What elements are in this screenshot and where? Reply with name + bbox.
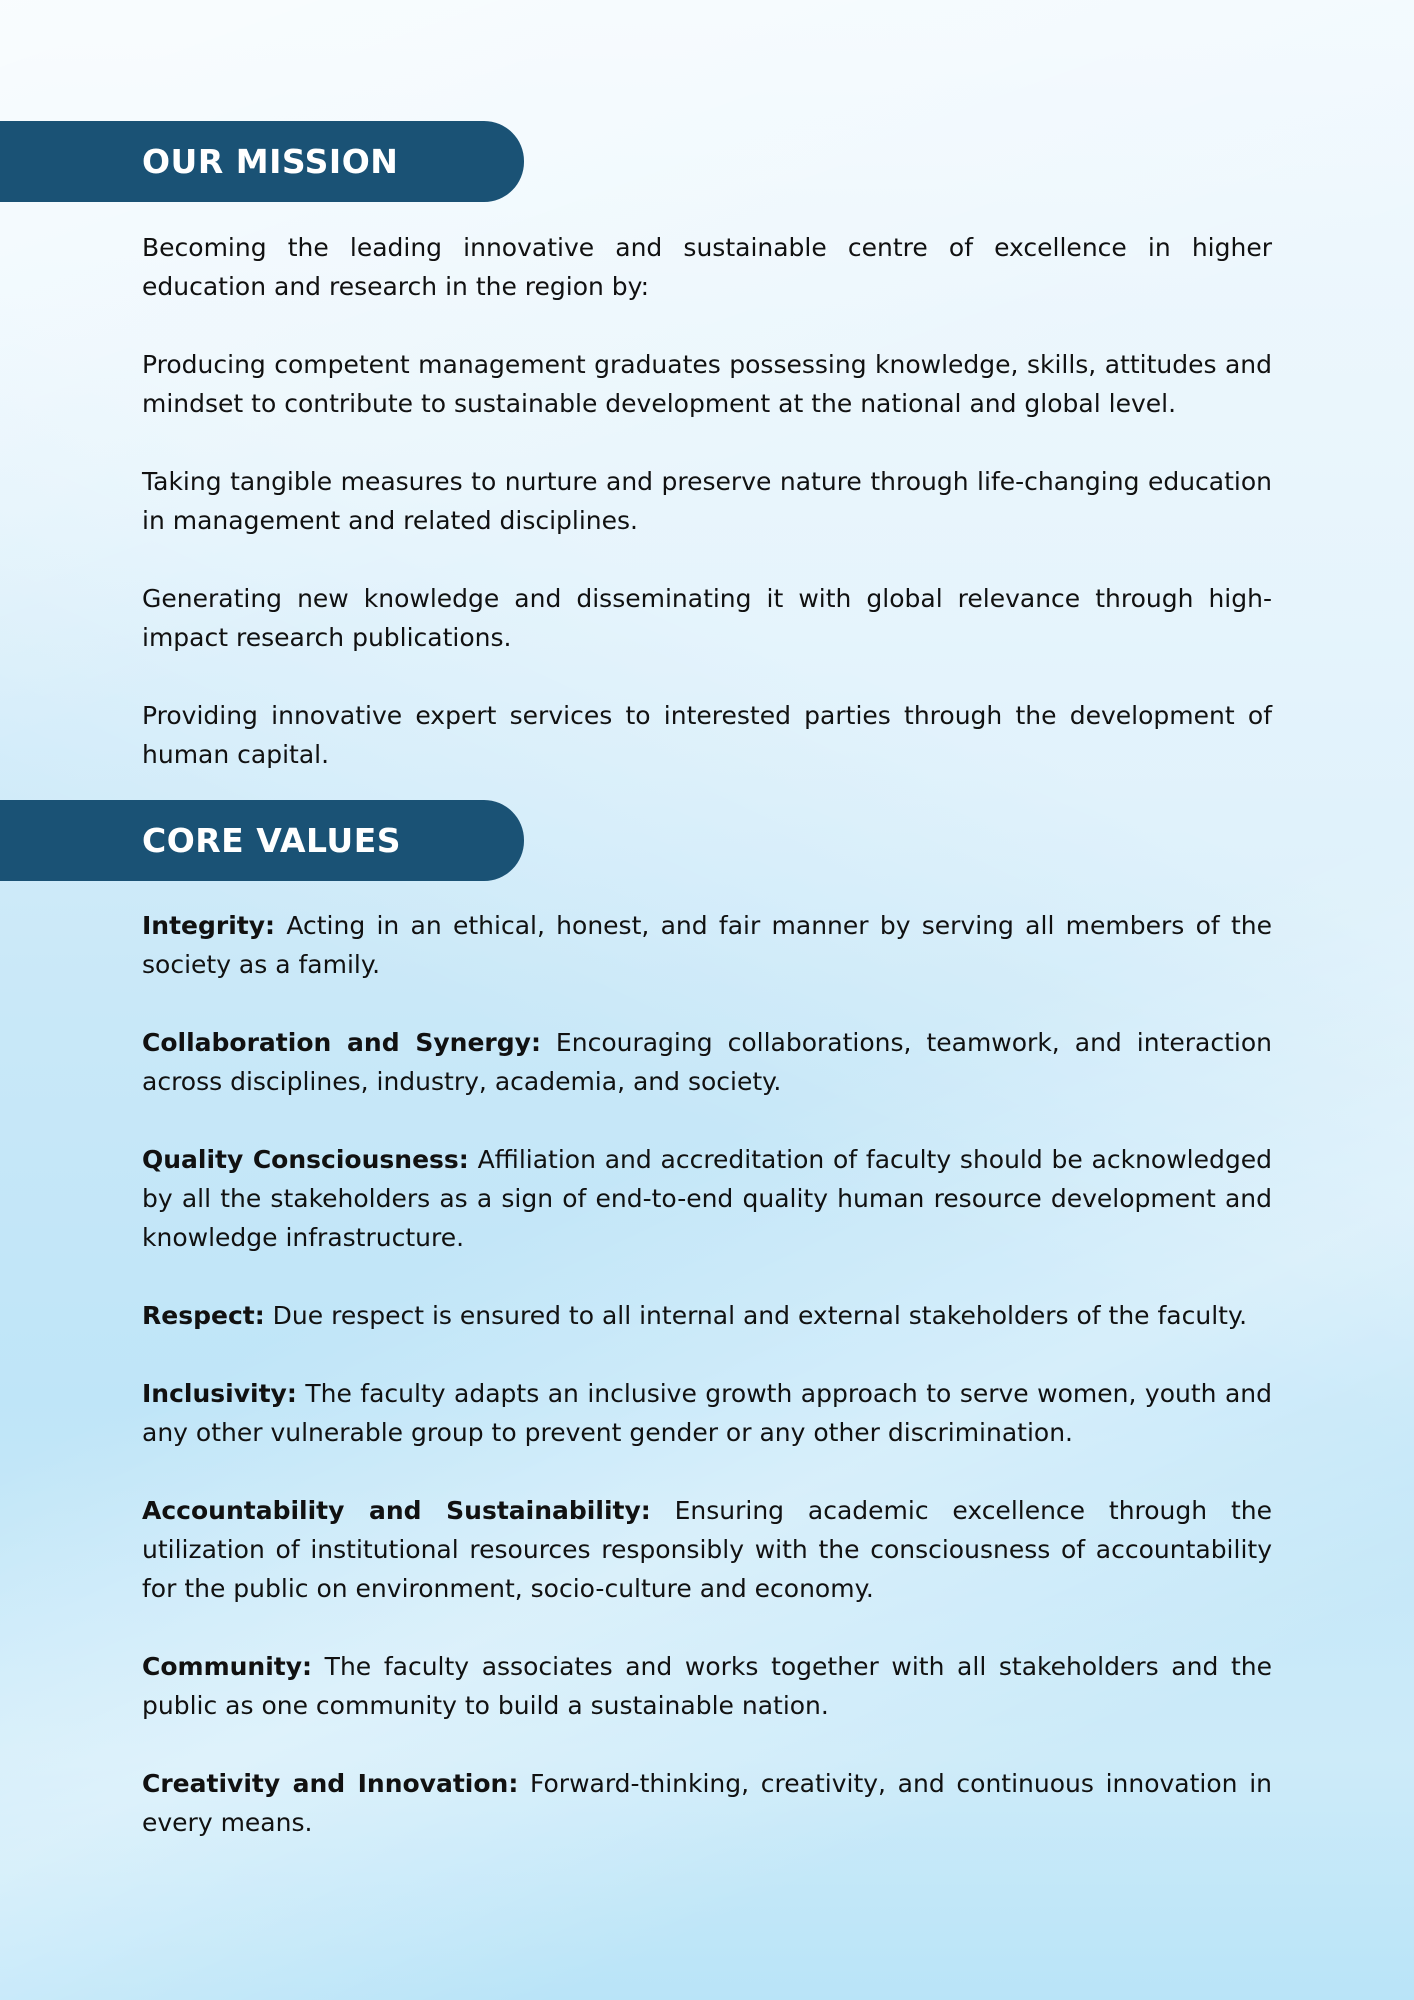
mission-paragraph-knowledge: Generating new knowledge and disseminating it with global relevance through high-impact research publications. xyxy=(142,584,1272,652)
value-description: Forward-thinking, creativity, and continuous innovation in every means. xyxy=(142,1769,1272,1837)
value-inclusivity xyxy=(142,1374,1272,1452)
value-description: Due respect is ensured to all internal and external stakeholders of the faculty. xyxy=(264,1301,1248,1330)
value-term: Creativity and Innovation: xyxy=(142,1769,519,1798)
value-community xyxy=(142,1647,1272,1725)
value-term: Community: xyxy=(142,1652,313,1681)
value-description: Ensuring academic excellence through the utilization of institutional resources responsibly with the consciousness of accountability for the public on environment, socio-culture and economy. xyxy=(142,1496,1272,1603)
core-values-content xyxy=(142,906,1272,1842)
mission-banner xyxy=(0,121,524,202)
value-quality xyxy=(142,1140,1272,1257)
mission-content xyxy=(142,228,1272,774)
value-description: Encouraging collaborations, teamwork, and interaction across disciplines, industry, academia, and society. xyxy=(142,1028,1272,1096)
value-term: Collaboration and Synergy: xyxy=(142,1028,541,1057)
value-description: Affiliation and accreditation of faculty should be acknowledged by all the stakeholders as a sign of end-to-end quality human resource development and knowledge infrastructure. xyxy=(142,1145,1272,1252)
core-values-banner xyxy=(0,800,524,881)
value-collaboration xyxy=(142,1023,1272,1101)
mission-paragraph-nature: Taking tangible measures to nurture and preserve nature through life-changing education in management and related disciplines. xyxy=(142,467,1272,535)
value-term: Quality Consciousness: xyxy=(142,1145,469,1174)
value-description: Acting in an ethical, honest, and fair manner by serving all members of the society as a family. xyxy=(142,911,1272,979)
mission-paragraph-graduates: Producing competent management graduates possessing knowledge, skills, attitudes and mindset to contribute to sustainable development at the national and global level. xyxy=(142,350,1272,418)
value-creativity xyxy=(142,1764,1272,1842)
mission-heading: OUR MISSION xyxy=(142,142,399,181)
mission-paragraph-intro: Becoming the leading innovative and sustainable centre of excellence in higher education and research in the region by: xyxy=(142,233,1272,301)
value-respect xyxy=(142,1296,1272,1335)
value-description: The faculty associates and works together with all stakeholders and the public as one community to build a sustainable nation. xyxy=(142,1652,1272,1720)
value-accountability xyxy=(142,1491,1272,1608)
value-term: Accountability and Sustainability: xyxy=(142,1496,651,1525)
value-term: Integrity: xyxy=(142,911,276,940)
core-values-heading: CORE VALUES xyxy=(142,821,402,860)
value-description: The faculty adapts an inclusive growth approach to serve women, youth and any other vulnerable group to prevent gender or any other discrimination. xyxy=(142,1379,1272,1447)
value-term: Inclusivity: xyxy=(142,1379,297,1408)
mission-paragraph-services: Providing innovative expert services to interested parties through the development of human capital. xyxy=(142,701,1272,769)
value-term: Respect: xyxy=(142,1301,265,1330)
value-integrity xyxy=(142,906,1272,984)
